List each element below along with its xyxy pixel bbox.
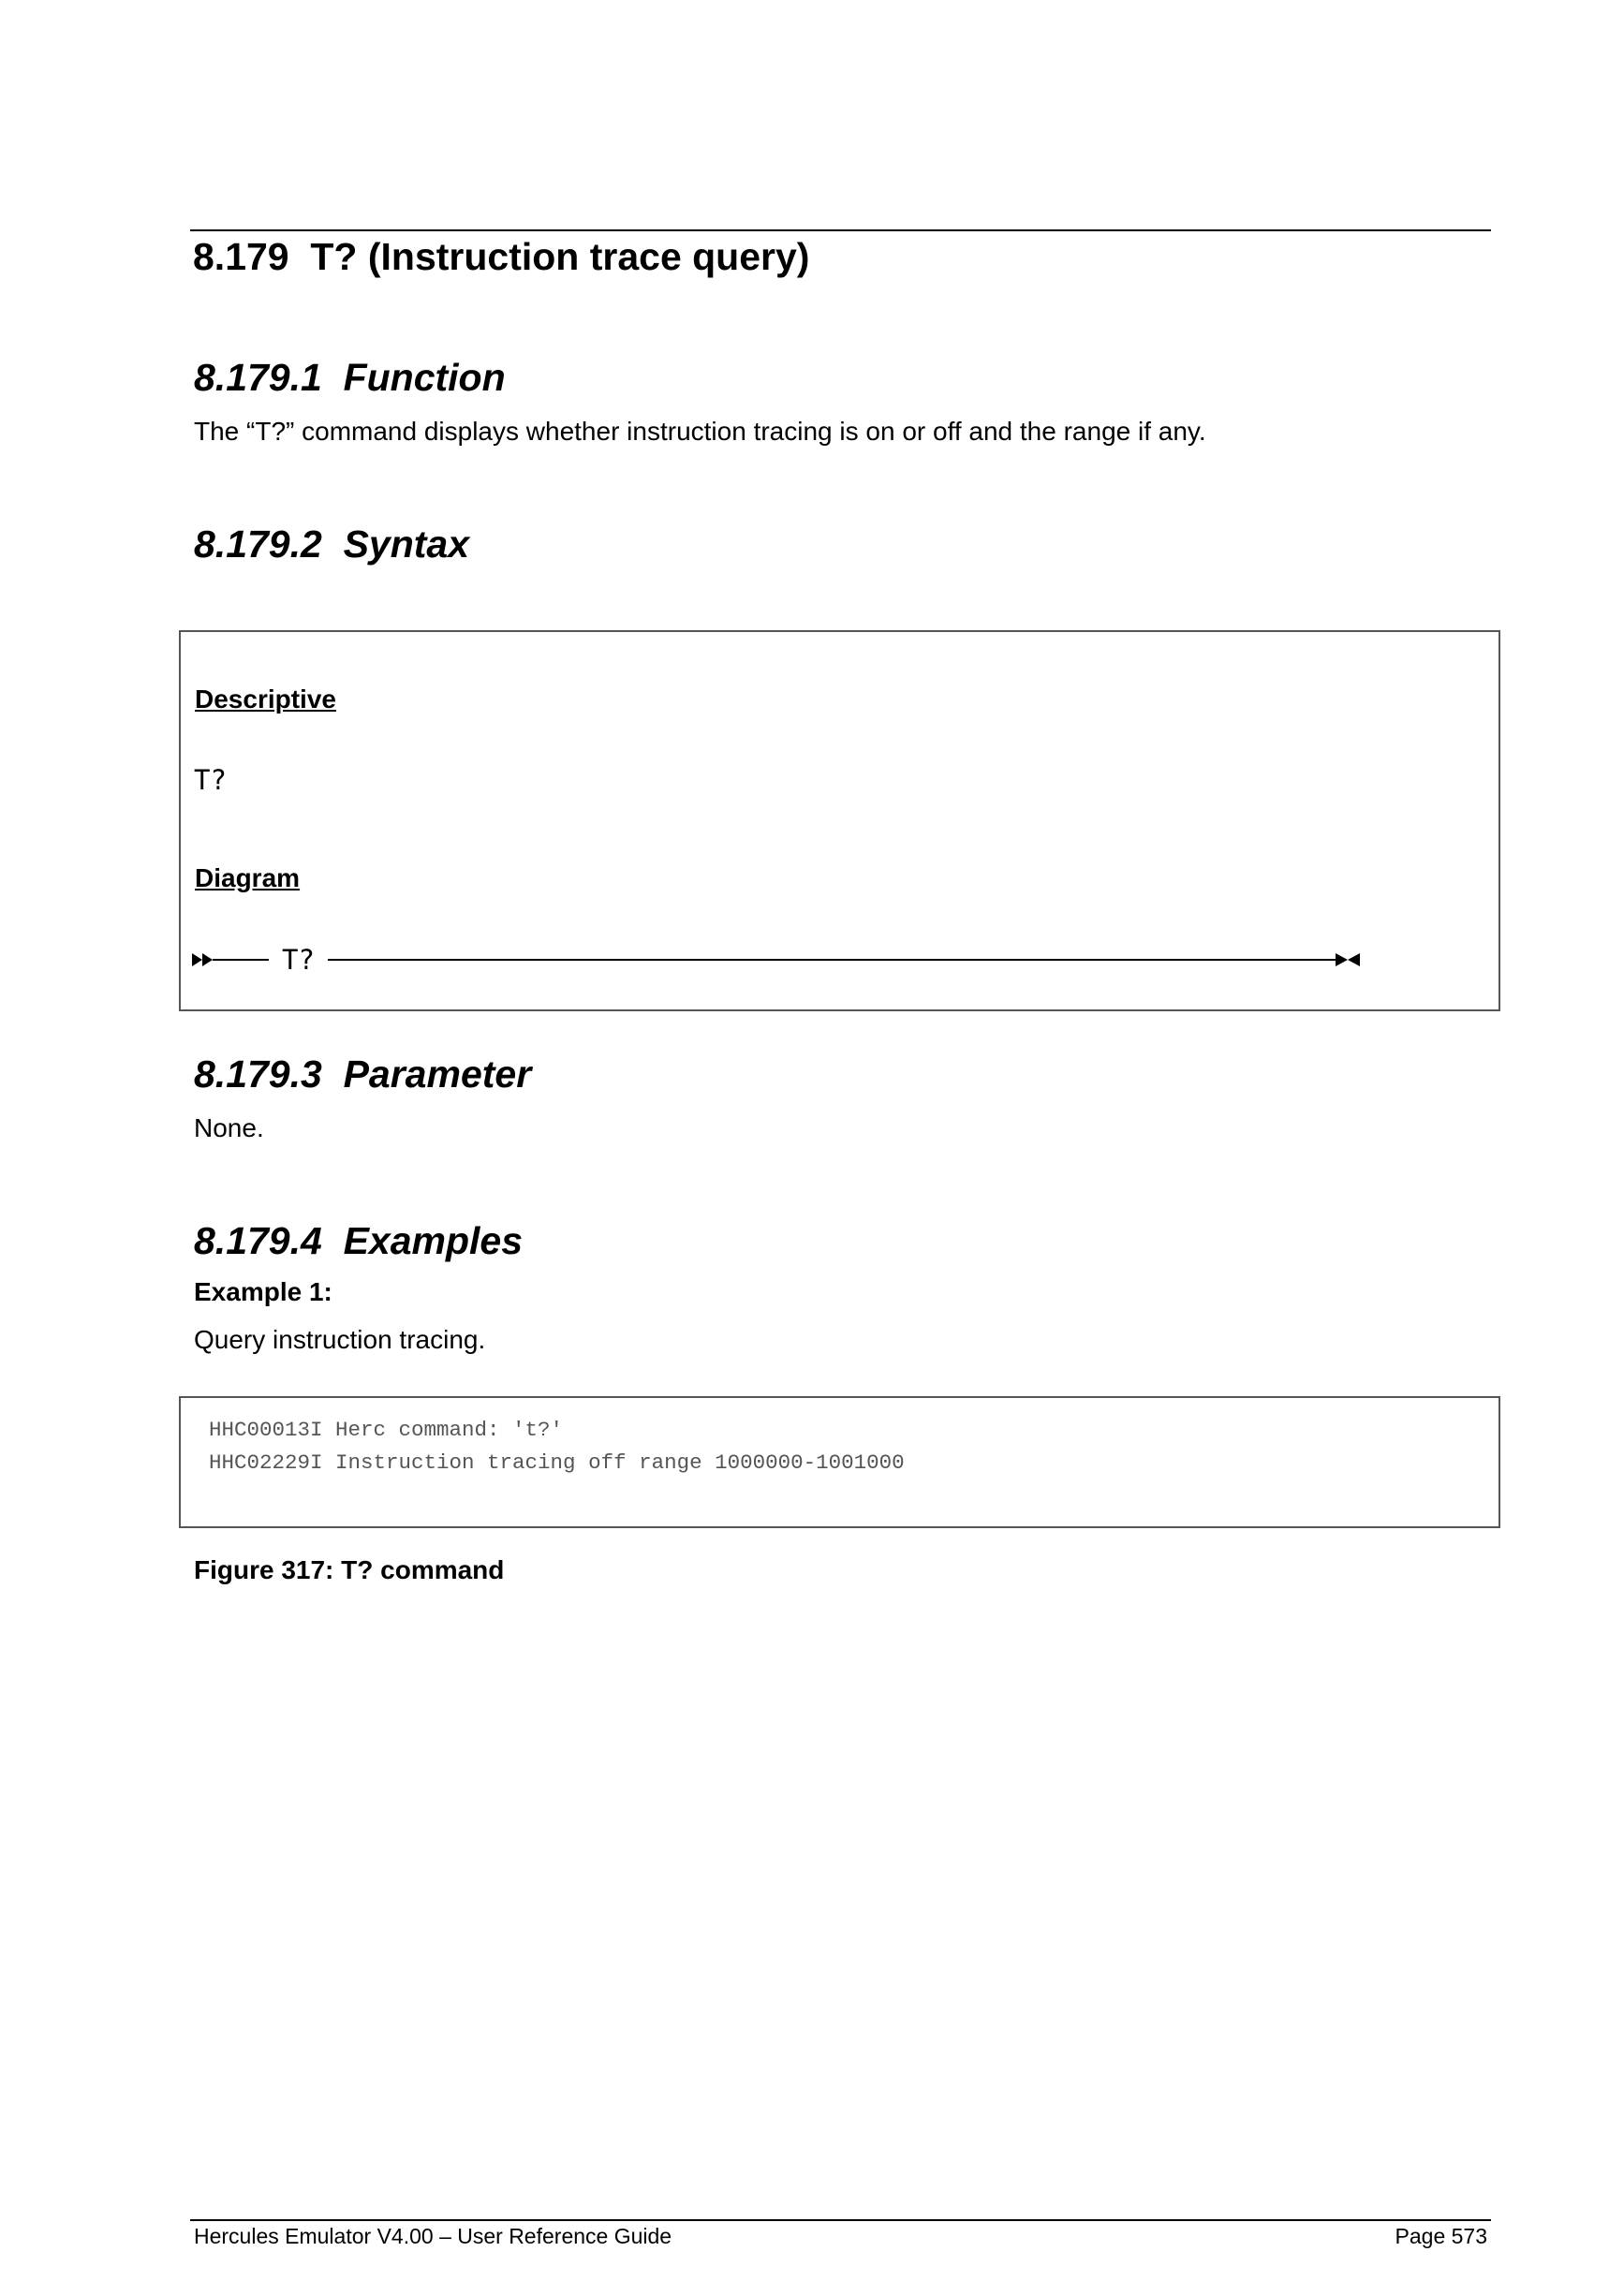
example-1-label: Example 1: [194,1277,332,1306]
example-1-text: Query instruction tracing. [194,1325,486,1354]
diagram-label: Diagram [195,863,301,892]
footer-rule [190,2219,1491,2221]
syntax-heading: 8.179.2 Syntax [194,522,470,566]
descriptive-label: Descriptive [195,684,336,714]
diagram-start-arrow-1 [192,953,202,966]
diagram-command: T? [282,944,315,976]
parameter-text: None. [194,1113,264,1142]
diagram-end-arrow-2 [1348,953,1360,966]
parameter-heading: 8.179.3 Parameter [194,1052,532,1096]
diagram-start-arrow-2 [202,953,213,966]
figure-caption: Figure 317: T? command [194,1555,505,1584]
examples-heading: 8.179.4 Examples [194,1219,524,1262]
footer-title: Hercules Emulator V4.00 – User Reference Guide [194,2224,672,2248]
section-title: 8.179 T? (Instruction trace query) [193,235,810,278]
function-text: The “T?” command displays whether instruction tracing is on or off and the range if any. [194,417,1206,446]
function-heading: 8.179.1 Function [194,356,506,399]
header-rule [190,229,1491,231]
console-line-1: HHC00013I Herc command: 't?' [209,1418,564,1442]
footer-page-number: Page 573 [1395,2224,1487,2248]
diagram-end-arrow-1 [1336,953,1348,966]
descriptive-value: T? [194,764,227,796]
console-line-2: HHC02229I Instruction tracing off range 1000000-1001000 [209,1450,905,1475]
syntax-diagram [192,941,1391,979]
